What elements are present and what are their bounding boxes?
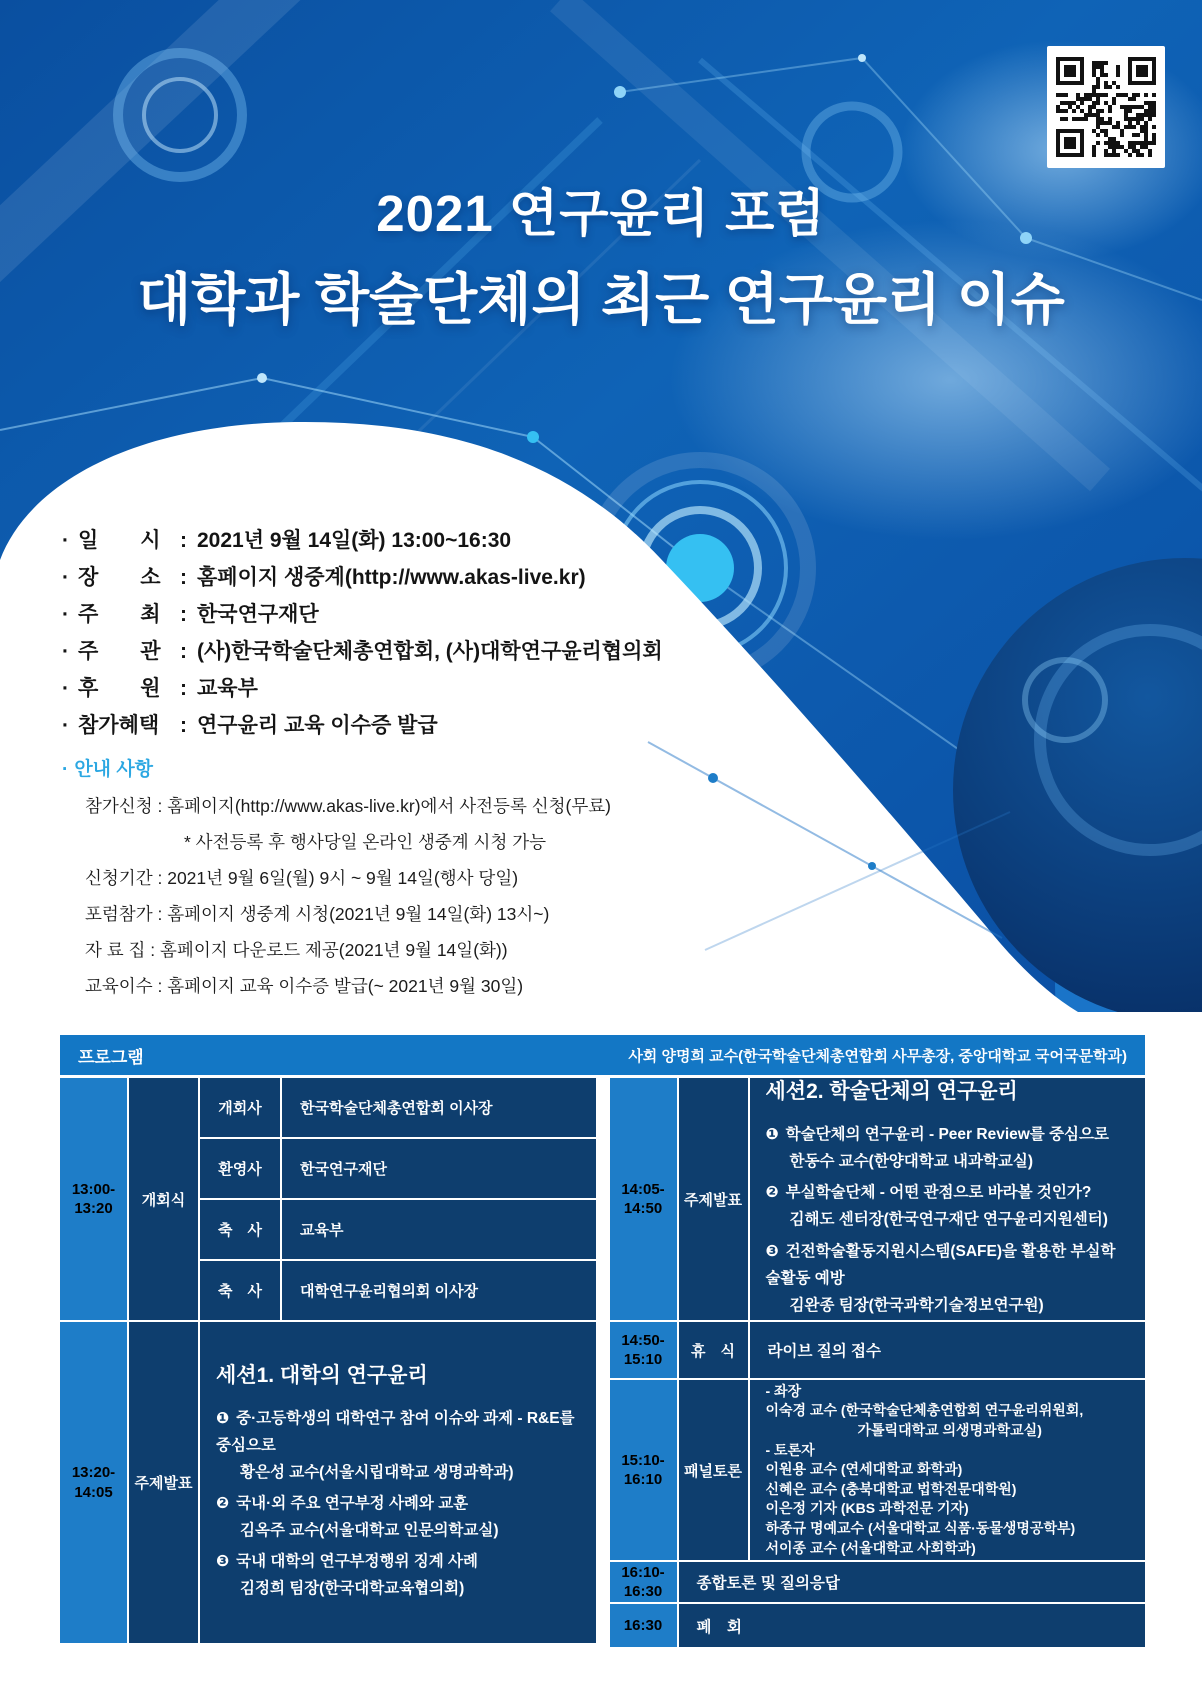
program-left-column	[60, 1078, 596, 1647]
role-cell: 축 사	[200, 1200, 280, 1259]
info-value: (사)한국학술단체총연합회, (사)대학연구윤리협의회	[197, 640, 663, 663]
time-start: 13:20-	[71, 1464, 116, 1481]
panel-discussant: 하종규 명예교수 (서울대학교 식품·동물생명공학부)	[765, 1519, 1076, 1536]
notice-line: 포럼참가 : 홈페이지 생중계 시청(2021년 9월 14일(화) 13시~)	[85, 904, 550, 924]
info-item-datetime	[62, 524, 663, 561]
role-cell: 축 사	[200, 1261, 280, 1320]
notice-line: 신청기간 : 2021년 9월 6일(월) 9시 ~ 9월 14일(행사 당일)	[85, 868, 519, 888]
category-cell: 패널토론	[679, 1380, 748, 1560]
program-header-bar	[60, 1035, 1145, 1075]
info-colon: :	[180, 714, 187, 737]
qr-code	[1047, 46, 1165, 168]
info-value: 교육부	[197, 677, 258, 700]
session2-row	[610, 1078, 1146, 1320]
notice-line: * 사전등록 후 행사당일 온라인 생중계 시청 가능	[184, 832, 547, 852]
program-right-column	[610, 1078, 1146, 1647]
time-start: 16:10-	[621, 1563, 665, 1581]
info-value: 연구윤리 교육 이수증 발급	[197, 714, 438, 737]
circled-number-icon: ❷	[765, 1184, 779, 1202]
circled-number-icon: ❸	[216, 1553, 230, 1571]
wrapup-row	[610, 1562, 1146, 1602]
bullet-icon: ·	[62, 677, 69, 700]
info-item-sponsor	[62, 672, 663, 709]
break-row	[610, 1322, 1146, 1378]
talk-topic-text: 부실학술단체 - 어떤 관점으로 바라볼 것인가?	[785, 1184, 1092, 1202]
talk-topic	[766, 1121, 1130, 1148]
bullet-icon: ·	[62, 566, 69, 589]
time-end: 15:10	[623, 1351, 663, 1368]
talk-topic-text: 건전학술활동지원시스템(SAFE)을 활용한 부실학술활동 예방	[765, 1242, 1116, 1287]
talk-topic-text: 중·고등학생의 대학연구 참여 이슈와 과제 - R&E를 중심으로	[216, 1409, 575, 1454]
category-cell: 주제발표	[679, 1078, 748, 1320]
value-cell: 대학연구윤리협의회 이사장	[282, 1261, 596, 1320]
talk-topic	[766, 1238, 1130, 1292]
info-value: 한국연구재단	[197, 603, 319, 626]
closing-content: 폐 회	[679, 1604, 1146, 1647]
info-value: 홈페이지 생중계(http://www.akas-live.kr)	[197, 566, 586, 589]
info-label: 일 시	[78, 529, 161, 552]
bullet-icon: ·	[62, 529, 69, 552]
info-label: 장 소	[78, 566, 161, 589]
break-content: 라이브 질의 접수	[750, 1322, 1146, 1378]
time-end: 14:50	[623, 1200, 663, 1217]
talk-item	[216, 1548, 580, 1602]
info-item-venue	[62, 561, 663, 598]
session1-row	[60, 1322, 596, 1643]
session-title: 세션2. 학술단체의 연구윤리	[765, 1080, 1018, 1104]
value-cell: 교육부	[282, 1200, 596, 1259]
bullet-icon: ·	[62, 640, 69, 663]
value-cell: 한국연구재단	[282, 1139, 596, 1198]
talk-speaker: 김옥주 교수(서울대학교 인문의학교실)	[240, 1522, 499, 1540]
talk-speaker: 김완종 팀장(한국과학기술정보연구원)	[789, 1296, 1044, 1314]
panel-chair: 이숙경 교수 (한국학술단체총연합회 연구윤리위원회,	[765, 1402, 1084, 1419]
program-body	[60, 1078, 1145, 1647]
time-end: 13:20	[74, 1200, 113, 1217]
info-colon: :	[180, 640, 187, 663]
table-row	[200, 1200, 596, 1259]
opening-subrows	[200, 1078, 596, 1320]
talk-speaker: 김해도 센터장(한국연구재단 연구윤리지원센터)	[789, 1211, 1108, 1229]
talk-topic-text: 국내 대학의 연구부정행위 징계 사례	[236, 1553, 478, 1571]
talk-speaker: 한동수 교수(한양대학교 내과학교실)	[789, 1153, 1034, 1171]
moderator-info: 사회 양명희 교수(한국학술단체총연합회 사무총장, 중앙대학교 국어국문학과)	[628, 1047, 1127, 1065]
info-colon: :	[180, 529, 187, 552]
info-label: 주 최	[78, 603, 161, 626]
info-colon: :	[180, 677, 187, 700]
bullet-icon: ·	[62, 603, 69, 626]
notice-heading-text: 안내 사항	[74, 759, 154, 780]
time-cell	[60, 1078, 127, 1320]
session-title: 세션1. 대학의 연구윤리	[216, 1363, 428, 1387]
notice-line: 교육이수 : 홈페이지 교육 이수증 발급(~ 2021년 9월 30일)	[85, 976, 524, 996]
table-row	[200, 1078, 596, 1137]
time-start: 16:30	[623, 1616, 663, 1634]
time-end: 14:05	[74, 1483, 113, 1501]
time-start: 14:05-	[621, 1180, 665, 1198]
talk-topic	[766, 1179, 1130, 1206]
time-start: 14:50-	[621, 1331, 665, 1349]
info-item-host	[62, 598, 663, 635]
program-table	[60, 1035, 1145, 1647]
table-row	[200, 1139, 596, 1198]
notice-section	[62, 754, 611, 1009]
category-cell: 휴 식	[679, 1322, 748, 1378]
panel-discussant: 서이종 교수 (서울대학교 사회학과)	[765, 1539, 976, 1556]
closing-row	[610, 1604, 1146, 1647]
session2-content	[750, 1078, 1146, 1320]
panel-discussant: 이은정 기자 (KBS 과학전문 기자)	[765, 1500, 969, 1517]
info-value: 2021년 9월 14일(화) 13:00~16:30	[197, 529, 512, 552]
category-cell: 개회식	[129, 1078, 198, 1320]
time-cell	[610, 1380, 677, 1560]
notice-heading	[62, 754, 611, 781]
time-cell	[610, 1562, 677, 1602]
panel-discussants-label: - 토론자	[765, 1441, 815, 1458]
bullet-icon: ·	[62, 759, 69, 780]
event-info-list	[62, 524, 663, 746]
panel-chair-label: - 좌장	[765, 1382, 802, 1399]
time-cell	[610, 1078, 677, 1320]
time-end: 16:30	[623, 1583, 663, 1600]
info-label: 주 관	[78, 640, 161, 663]
talk-topic	[216, 1405, 580, 1459]
notice-line: 자 료 집 : 홈페이지 다운로드 제공(2021년 9월 14일(화))	[85, 940, 508, 960]
notice-line: 참가신청 : 홈페이지(http://www.akas-live.kr)에서 사전등록 신청(무료)	[85, 796, 611, 816]
circled-number-icon: ❶	[765, 1126, 779, 1144]
circled-number-icon: ❶	[216, 1409, 230, 1427]
info-colon: :	[180, 603, 187, 626]
event-title: 2021 연구윤리 포럼	[376, 185, 826, 242]
time-cell	[610, 1604, 677, 1647]
bullet-icon: ·	[62, 714, 69, 737]
info-item-benefit	[62, 709, 663, 746]
info-label: 참가혜택	[78, 714, 160, 737]
info-colon: :	[180, 566, 187, 589]
info-label: 후 원	[78, 677, 161, 700]
time-start: 13:00-	[71, 1180, 116, 1198]
opening-ceremony-row	[60, 1078, 596, 1320]
category-cell: 주제발표	[129, 1322, 198, 1643]
time-start: 15:10-	[621, 1451, 665, 1469]
talk-item	[766, 1238, 1130, 1319]
time-cell	[610, 1322, 677, 1378]
session1-content	[200, 1322, 596, 1643]
time-end: 16:10	[623, 1471, 663, 1488]
talk-topic-text: 학술단체의 연구윤리 - Peer Review를 중심으로	[785, 1126, 1109, 1144]
circled-number-icon: ❸	[765, 1242, 779, 1260]
talk-topic	[216, 1548, 580, 1575]
circled-number-icon: ❷	[216, 1494, 230, 1512]
table-row	[200, 1261, 596, 1320]
talk-item	[766, 1121, 1130, 1175]
program-title: 프로그램	[78, 1047, 144, 1067]
wrapup-content: 종합토론 및 질의응답	[679, 1562, 1146, 1602]
talk-topic	[216, 1490, 580, 1517]
role-cell: 개회사	[200, 1078, 280, 1137]
talk-topic-text: 국내·외 주요 연구부정 사례와 교훈	[236, 1494, 469, 1512]
talk-item	[766, 1179, 1130, 1233]
talk-item	[216, 1490, 580, 1544]
panel-content	[750, 1380, 1146, 1560]
event-subtitle: 대학과 학술단체의 최근 연구윤리 이슈	[137, 268, 1065, 331]
panel-row	[610, 1380, 1146, 1560]
panel-chair-affiliation: 가톨릭대학교 의생명과학교실)	[857, 1422, 1042, 1439]
value-cell: 한국학술단체총연합회 이사장	[282, 1078, 596, 1137]
talk-speaker: 김정희 팀장(한국대학교육협의회)	[240, 1580, 465, 1598]
info-item-organizer	[62, 635, 663, 672]
talk-item	[216, 1405, 580, 1486]
talk-speaker: 황은성 교수(서울시립대학교 생명과학과)	[240, 1463, 514, 1481]
time-cell	[60, 1322, 127, 1643]
panel-discussant: 신혜은 교수 (충북대학교 법학전문대학원)	[765, 1480, 1017, 1497]
panel-discussant: 이원용 교수 (연세대학교 화학과)	[765, 1461, 963, 1478]
role-cell: 환영사	[200, 1139, 280, 1198]
